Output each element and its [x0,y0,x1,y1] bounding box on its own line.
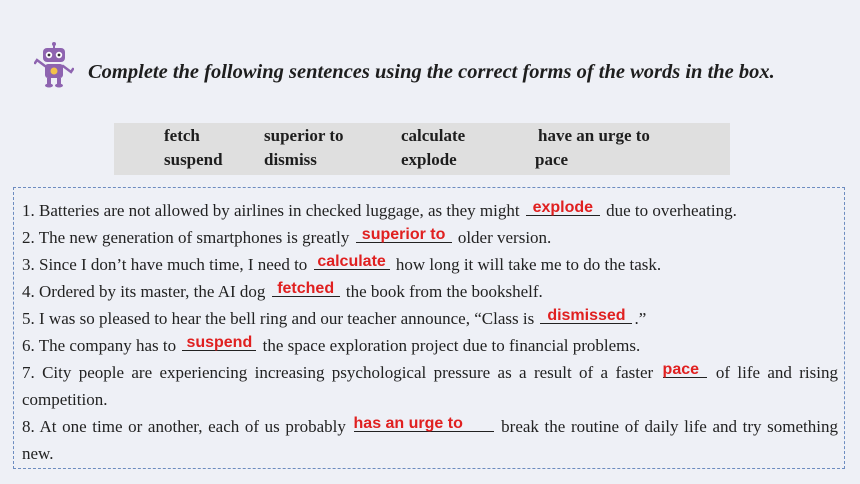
question-4: 4. Ordered by its master, the AI dog fetched the book from the bookshelf. [22,280,543,301]
answer-blank [540,306,632,324]
answer-blank [354,414,494,432]
instruction-text: Complete the following sentences using the correct forms of the words in the box. [88,61,775,83]
question-8: 8. At one time or another, each of us probably has an urge to break the routine of daily life and try something new. [22,415,838,463]
answer-text: dismissed [547,307,626,324]
word-dismiss: dismiss [264,150,317,169]
word-suspend: suspend [164,150,223,169]
answer-text: explode [532,199,594,216]
answer-text: has an urge to [353,415,463,432]
word-have-an-urge-to: have an urge to [538,126,650,145]
answer-blank [182,333,256,351]
answer-blank [663,360,707,378]
word-superior-to: superior to [264,126,344,145]
question-3: 3. Since I don’t have much time, I need to calculate how long it will take me to do the task. [22,253,662,274]
robot-icon [34,42,74,88]
question-2: 2. The new generation of smartphones is greatly superior to older version. [22,226,552,247]
exercise-panel [13,187,845,469]
question-6: 6. The company has to suspend the space exploration project due to financial problems. [22,334,641,355]
answer-text: calculate [317,253,386,270]
answer-text: superior to [361,226,446,243]
answer-text: fetched [277,280,335,297]
word-pace: pace [535,150,569,169]
question-7: 7. City people are experiencing increasing psychological pressure as a result of a faster pace of life and rising competition. [22,361,838,409]
word-box [114,123,730,175]
answer-blank [272,279,340,297]
word-explode: explode [401,150,457,169]
answer-blank [526,198,600,216]
word-fetch: fetch [164,126,200,145]
answer-text: suspend [186,334,253,351]
question-1: 1. Batteries are not allowed by airlines in checked luggage, as they might explode due to overheating. [22,199,737,220]
answer-blank [356,225,452,243]
word-calculate: calculate [401,126,466,145]
answer-blank [314,252,390,270]
answer-text: pace [662,361,700,378]
question-5: 5. I was so pleased to hear the bell ring and our teacher announce, “Class is dismissed .” [22,307,647,328]
